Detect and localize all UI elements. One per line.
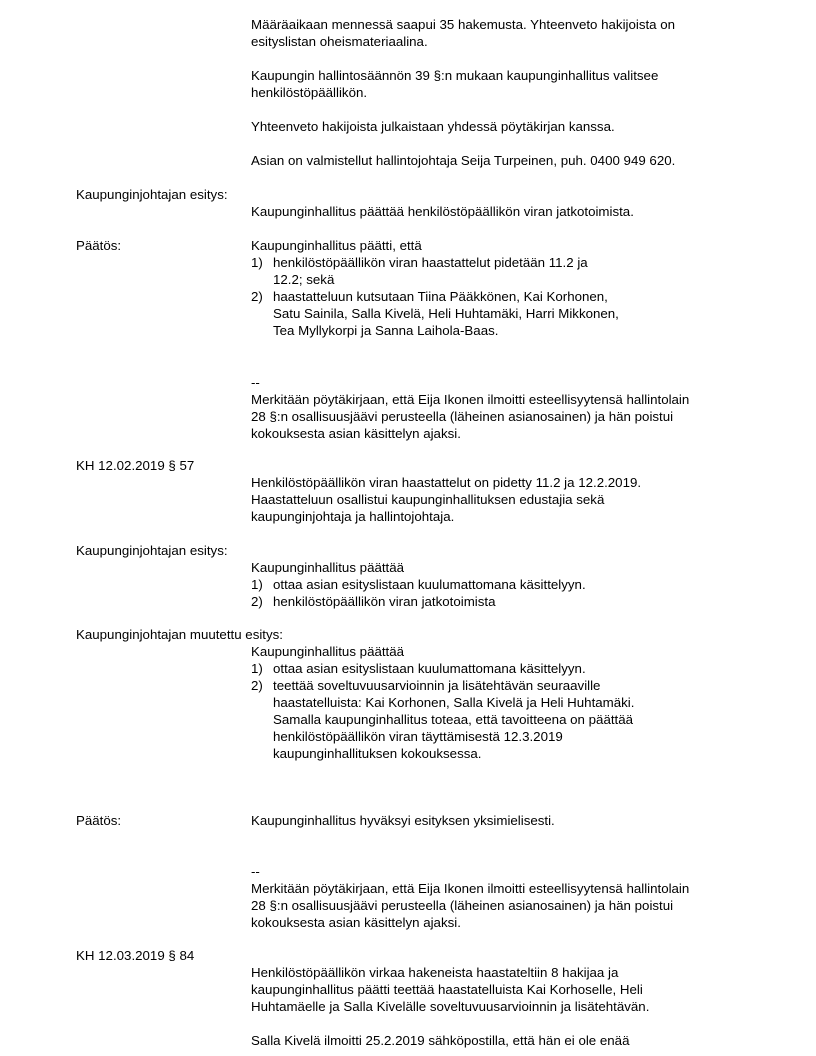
- text-line: Haastatteluun osallistui kaupunginhallituksen edustajia sekä: [251, 492, 605, 507]
- note-dash: --: [251, 864, 260, 879]
- text-line: 12.2; sekä: [273, 272, 335, 287]
- text-line: Huhtamäelle ja Salla Kivelälle soveltuvuusarvioinnin ja lisätehtävän.: [251, 999, 650, 1014]
- proposal-list: [251, 559, 751, 610]
- list-lead: Kaupunginhallitus päättää: [251, 644, 405, 659]
- text-line: Tea Myllykorpi ja Sanna Laihola-Baas.: [273, 323, 499, 338]
- text-line: henkilöstöpäällikön viran jatkotoimista: [273, 594, 496, 609]
- text-line: teettää soveltuvuusarvioinnin ja lisätehtävän seuraaville: [273, 678, 601, 693]
- meeting-text: [251, 1032, 751, 1049]
- list-number: 1): [251, 577, 263, 592]
- intro-paragraph-preparer: [251, 152, 751, 169]
- text-line: 28 §:n osallisuusjäävi perusteella (läheinen asianosainen) ja hän poistui: [251, 409, 674, 424]
- text-line: Satu Sainila, Salla Kivelä, Heli Huhtamäki, Harri Mikkonen,: [273, 306, 619, 321]
- meeting-reference: KH 12.02.2019 § 57: [76, 458, 195, 473]
- list-lead: Kaupunginhallitus päättää: [251, 560, 405, 575]
- list-item: [251, 288, 751, 339]
- text-line: Henkilöstöpäällikön viran haastattelut on pidetty 11.2 ja 12.2.2019.: [251, 475, 642, 490]
- list-number: 1): [251, 661, 263, 676]
- section-label: Päätös:: [76, 238, 122, 253]
- meeting-reference: KH 12.03.2019 § 84: [76, 948, 195, 963]
- section-label: Päätös:: [76, 813, 122, 828]
- modified-proposal-list: [251, 643, 751, 762]
- text-line: Asian on valmistellut hallintojohtaja Seija Turpeinen, puh. 0400 949 620.: [251, 153, 676, 168]
- intro-paragraph-applications: [251, 16, 751, 50]
- text-line: henkilöstöpäällikön viran haastattelut pidetään 11.2 ja: [273, 255, 588, 270]
- list-number: 1): [251, 255, 263, 270]
- text-line: Kaupunginhallitus päättää henkilöstöpäällikön viran jatkotoimista.: [251, 204, 634, 219]
- minutes-note: [251, 374, 751, 442]
- text-line: Kaupungin hallintosäännön 39 §:n mukaan kaupunginhallitus valitsee: [251, 68, 659, 83]
- text-line: haastatteluun kutsutaan Tiina Pääkkönen, Kai Korhonen,: [273, 289, 608, 304]
- list-lead: Kaupunginhallitus päätti, että: [251, 238, 422, 253]
- section-text: [251, 203, 751, 220]
- text-line: ottaa asian esityslistaan kuulumattomana käsittelyyn.: [273, 577, 586, 592]
- text-line: ottaa asian esityslistaan kuulumattomana käsittelyyn.: [273, 661, 586, 676]
- section-text: [251, 812, 751, 829]
- list-number: 2): [251, 594, 263, 609]
- minutes-note: [251, 863, 751, 931]
- list-item: [251, 677, 751, 762]
- decision-list: [251, 237, 751, 339]
- text-line: kaupunginhallitus päätti teettää haastatelluista Kai Korhoselle, Heli: [251, 982, 643, 997]
- text-line: henkilöstöpäällikön viran täyttämisestä 12.3.2019: [273, 729, 563, 744]
- text-line: Samalla kaupunginhallitus toteaa, että tavoitteena on päättää: [273, 712, 634, 727]
- list-number: 2): [251, 678, 263, 693]
- note-dash: --: [251, 375, 260, 390]
- text-line: 28 §:n osallisuusjäävi perusteella (läheinen asianosainen) ja hän poistui: [251, 898, 674, 913]
- text-line: kaupunginjohtaja ja hallintojohtaja.: [251, 509, 455, 524]
- text-line: Salla Kivelä ilmoitti 25.2.2019 sähköpostilla, että hän ei ole enää: [251, 1033, 630, 1048]
- text-line: kokouksesta asian käsittelyn ajaksi.: [251, 426, 461, 441]
- text-line: Merkitään pöytäkirjaan, että Eija Ikonen ilmoitti esteellisyytensä hallintolain: [251, 881, 690, 896]
- text-line: Henkilöstöpäällikön virkaa hakeneista haastateltiin 8 hakijaa ja: [251, 965, 619, 980]
- text-line: Merkitään pöytäkirjaan, että Eija Ikonen ilmoitti esteellisyytensä hallintolain: [251, 392, 690, 407]
- text-line: kaupunginhallituksen kokouksessa.: [273, 746, 482, 761]
- text-line: kokouksesta asian käsittelyn ajaksi.: [251, 915, 461, 930]
- intro-paragraph-rules: [251, 67, 751, 101]
- meeting-text: [251, 474, 751, 525]
- list-number: 2): [251, 289, 263, 304]
- intro-paragraph-summary: [251, 118, 751, 135]
- text-line: haastatelluista: Kai Korhonen, Salla Kivelä ja Heli Huhtamäki.: [273, 695, 635, 710]
- text-line: Määräaikaan mennessä saapui 35 hakemusta. Yhteenveto hakijoista on: [251, 17, 676, 32]
- text-line: esityslistan oheismateriaalina.: [251, 34, 428, 49]
- list-item: [251, 593, 751, 610]
- meeting-text: [251, 964, 751, 1015]
- text-line: Yhteenveto hakijoista julkaistaan yhdessä pöytäkirjan kanssa.: [251, 119, 615, 134]
- text-line: henkilöstöpäällikön.: [251, 85, 368, 100]
- list-item: [251, 254, 751, 288]
- section-label: Kaupunginjohtajan esitys:: [76, 187, 228, 202]
- section-label: Kaupunginjohtajan muutettu esitys:: [76, 627, 283, 642]
- list-item: [251, 576, 751, 593]
- text-line: Kaupunginhallitus hyväksyi esityksen yksimielisesti.: [251, 813, 555, 828]
- list-item: [251, 660, 751, 677]
- section-label: Kaupunginjohtajan esitys:: [76, 543, 228, 558]
